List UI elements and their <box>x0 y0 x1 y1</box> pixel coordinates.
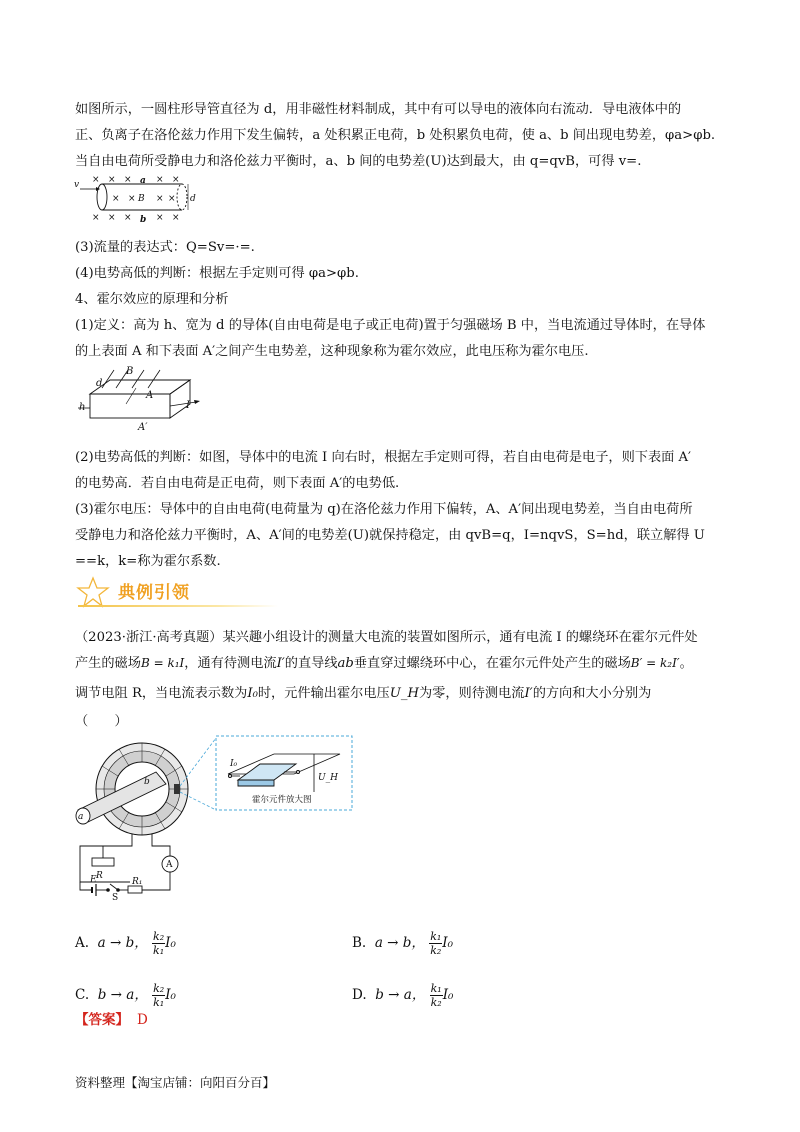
fig1-v-label: v <box>74 180 80 190</box>
fig3-UH-label: U_H <box>318 773 338 783</box>
item3b-line3: ==k，k=称为霍尔系数. <box>75 554 221 569</box>
svg-text:×: × <box>168 194 176 204</box>
footer-source: 资料整理【淘宝店铺：向阳百分百】 <box>75 1075 276 1090</box>
fig3-E-label: E <box>90 875 97 885</box>
fig3-R-label: R <box>96 871 103 881</box>
fig2-A-label: A <box>146 390 154 401</box>
svg-text:×: × <box>92 213 100 223</box>
star-icon <box>76 576 110 608</box>
problem-line2: 产生的磁场B = k₁I，通有待测电流I′的直导线ab垂直穿过螺绕环中心，在霍尔元件处产生的磁场B′ = k₂I′。 <box>75 656 693 671</box>
fig3-ammeter-label: A <box>166 860 173 870</box>
formula-Bprime: B′ = k₂I′ <box>630 656 680 670</box>
svg-text:×: × <box>108 175 116 185</box>
item4-potential: (4)电势高低的判断：根据左手定则可得 φa>φb. <box>75 266 359 281</box>
option-d[interactable]: D. b → a， $\frac{\text{k₁}}{\text{k₂}}$ I₀ <box>352 982 454 1009</box>
fig3-a-label: a <box>78 812 84 822</box>
svg-text:×: × <box>124 175 132 185</box>
para1-line3: 当自由电荷所受静电力和洛伦兹力平衡时，a、b 间的电势差(U)达到最大，由 q=qvB，可得 v=. <box>75 154 642 169</box>
svg-text:×: × <box>92 175 100 185</box>
problem-line3: 调节电阻 R，当电流表示数为I₀时，元件输出霍尔电压U_H为零，则待测电流I′的方向和大小分别为 <box>75 686 652 701</box>
svg-text:×: × <box>112 194 120 204</box>
fig3-R1-label: R₁ <box>132 877 143 887</box>
formula-ab: ab <box>337 656 354 671</box>
fig1-b-label: b <box>140 215 147 224</box>
formula-Iprime: I′ <box>276 656 285 671</box>
def-line2: 的上表面 A 和下表面 A′之间产生电势差，这种现象称为霍尔效应，此电压称为霍尔电压. <box>75 344 589 359</box>
item2-line2: 的电势高．若自由电荷是正电荷，则下表面 A′的电势低. <box>75 476 400 491</box>
formula-B: B = k₁I <box>140 656 185 670</box>
item3b-line1: (3)霍尔电压：导体中的自由电荷(电荷量为 q)在洛伦兹力作用下偏转，A、A′间出现电势差，当自由电荷所 <box>75 502 693 517</box>
svg-text:×: × <box>124 213 132 223</box>
para1-line1: 如图所示，一圆柱形导管直径为 d，用非磁性材料制成，其中有可以导电的液体向右流动．导电液体中的 <box>75 102 682 117</box>
option-c[interactable]: C. b → a， $\frac{\text{k₂}}{\text{k₁}}$ I₀ <box>75 982 176 1009</box>
fig2-d-label: d <box>96 378 103 389</box>
svg-text:×: × <box>156 213 164 223</box>
svg-text:×: × <box>172 213 180 223</box>
svg-text:×: × <box>108 213 116 223</box>
heading-underline <box>78 605 278 607</box>
formula-I0: I₀ <box>247 686 258 701</box>
fig2-I-label: I <box>186 400 190 411</box>
option-b[interactable]: B. a → b， $\frac{\text{k₁}}{\text{k₂}}$ I₀ <box>352 930 454 957</box>
fig1-B-label: B <box>138 194 145 204</box>
svg-text:×: × <box>156 194 164 204</box>
formula-UH: U_H <box>389 686 419 701</box>
fig3-b-label: b <box>144 777 150 787</box>
fig2-h-label: h <box>79 402 86 413</box>
fig2-B-label: B <box>126 366 134 377</box>
item3-flow: (3)流量的表达式：Q=Sv=·=. <box>75 240 255 255</box>
toroid-circuit-figure <box>70 734 360 902</box>
para1-line2: 正、负离子在洛伦兹力作用下发生偏转，a 处积累正电荷，b 处积累负电荷，使 a、b 间出现电势差，φa>φb. <box>75 128 716 143</box>
def-line1: (1)定义：高为 h、宽为 d 的导体(自由电荷是电子或正电荷)置于匀强磁场 B 中，当电流通过导体时，在导体 <box>75 318 706 333</box>
section4-title: 4、霍尔效应的原理和分析 <box>75 292 229 307</box>
item3b-line2: 受静电力和洛伦兹力平衡时，A、A′间的电势差(U)就保持稳定，由 qvB=q，I=nqvS，S=hd，联立解得 U <box>75 528 705 543</box>
answer-value: D <box>137 1012 148 1028</box>
svg-text:×: × <box>156 175 164 185</box>
svg-text:×: × <box>128 194 136 204</box>
formula-Iprime2: I′ <box>524 686 533 701</box>
fig3-S-label: S <box>112 893 119 902</box>
option-a[interactable]: A. a → b， $\frac{\text{k₂}}{\text{k₁}}$ I₀ <box>75 930 176 957</box>
problem-blank: （ ） <box>75 714 128 729</box>
hall-conductor-figure <box>76 364 206 436</box>
section-heading: 典例引领 <box>118 583 190 603</box>
fig3-inset-caption: 霍尔元件放大图 <box>252 795 312 805</box>
svg-text:×: × <box>172 175 180 185</box>
fig1-a-label: a <box>140 176 146 186</box>
problem-line1: （2023·浙江·高考真题）某兴趣小组设计的测量大电流的装置如图所示，通有电流 I 的螺绕环在霍尔元件处 <box>75 630 698 645</box>
fig1-d-label: d <box>190 194 196 204</box>
fig3-I0-label: I₀ <box>230 759 238 769</box>
fig2-A2-label: A′ <box>138 422 148 433</box>
flow-tube-figure <box>72 172 212 224</box>
item2-line1: (2)电势高低的判断：如图，导体中的电流 I 向右时，根据左手定则可得，若自由电荷是电子，则下表面 A′ <box>75 450 692 465</box>
answer-tag: 【答案】 <box>75 1012 129 1028</box>
answer <box>75 1008 148 1028</box>
